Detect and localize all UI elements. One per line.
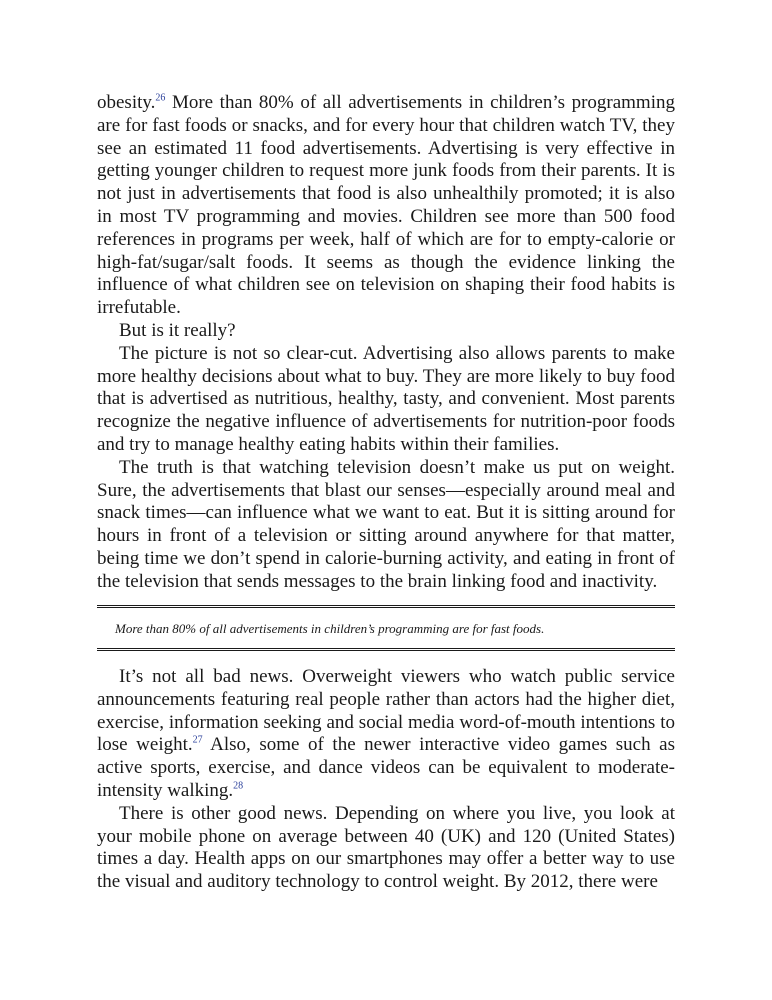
paragraph-picture: The picture is not so clear-cut. Advertising also allows parents to make more healthy decisions about what to buy. They are more likely to buy food that is advertised as nutritious, healthy, tasty, and convenient. Most parents recognize the negative influence of advertisements for nutrition-poor foods and try to manage healthy eating habits within their families. bbox=[97, 342, 675, 455]
paragraph-obesity bbox=[97, 92, 675, 320]
pull-quote-text: More than 80% of all advertisements in children’s programming are for fast foods. bbox=[115, 621, 545, 636]
footnote-ref-26[interactable]: 26 bbox=[155, 92, 166, 104]
paragraph-text: More than 80% of all advertisements in children’s programming are for fast foods or snacks, and for every hour that children watch TV, they see an estimated 11 food advertisements. Advertising is very effective in getting younger children to request more junk foods from their parents. It is not just in advertisements that food is also unhealthily promoted; it is also in most TV programming and movies. Children see more than 500 food references in programs per week, half of which are for to empty-calorie or high-fat/sugar/salt foods. It seems as though the evidence linking the influence of what children see on television on shaping their food habits is irrefutable. bbox=[97, 92, 675, 319]
paragraph-mobile: There is other good news. Depending on where you live, you look at your mobile phone on average between 40 (UK) and 120 (United States) times a day. Health apps on our smartphones may offer a better way to use the visual and auditory technology to control weight. By 2012, there were bbox=[97, 802, 675, 893]
footnote-ref-28[interactable]: 28 bbox=[233, 780, 244, 792]
paragraph-truth: The truth is that watching television doesn’t make us put on weight. Sure, the advertisements that blast our senses—especially around meal and snack times—can influence what we want to eat. But it is sitting around for hours in front of a television or sitting around anywhere for that matter, being time we don’t spend in calorie-burning activity, and eating in front of the television that sends messages to the brain linking food and inactivity. bbox=[97, 456, 675, 592]
paragraph-text: Also, some of the newer interactive video games such as active sports, exercise, and dance videos can be equivalent to moderate-intensity walking. bbox=[97, 734, 675, 801]
body-text-top bbox=[97, 92, 675, 594]
paragraph-good-news bbox=[97, 666, 675, 803]
body-text-bottom bbox=[97, 666, 675, 894]
footnote-ref-27[interactable]: 27 bbox=[192, 735, 203, 747]
paragraph-text: It’s not all bad news. Overweight viewers who watch public service announcements featuring real people rather than actors had the higher diet, exercise, information seeking and social media word-of-mouth intentions to lose weight. bbox=[97, 666, 675, 756]
paragraph-question: But is it really? bbox=[119, 319, 236, 341]
pull-quote-box bbox=[97, 605, 675, 651]
paragraph-text: obesity. bbox=[97, 92, 156, 113]
